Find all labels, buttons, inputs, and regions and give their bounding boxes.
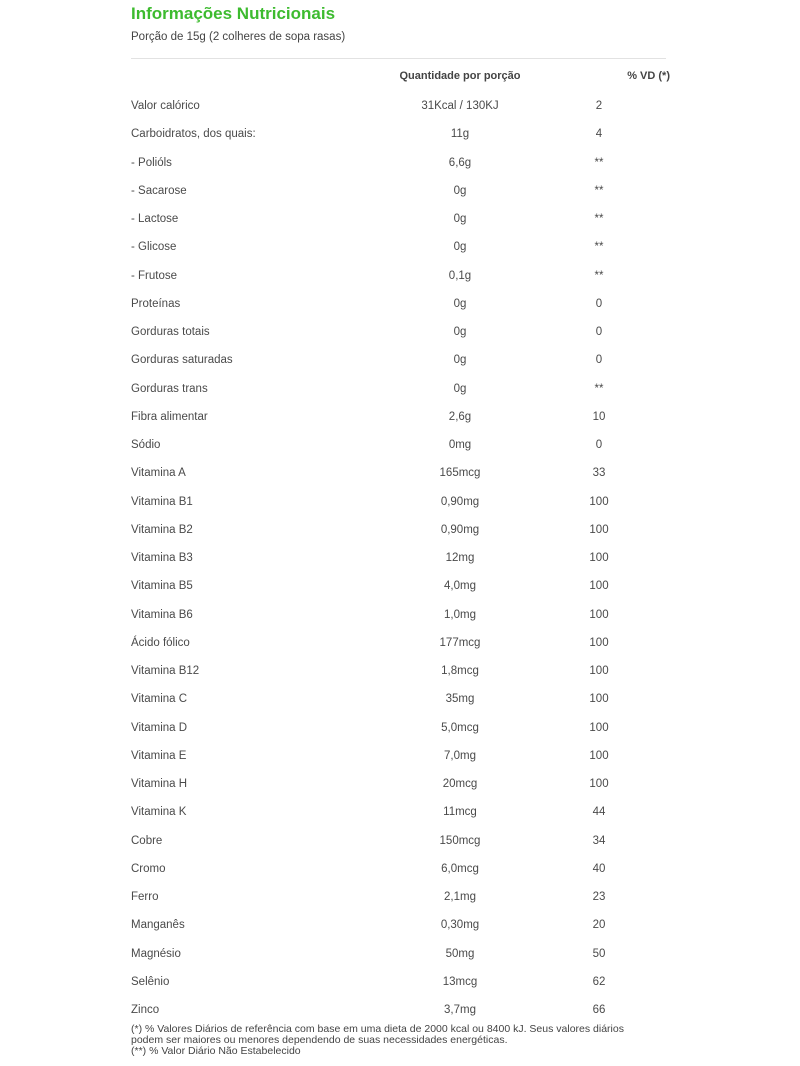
nutrient-quantity: 31Kcal / 130KJ — [421, 100, 499, 112]
table-row — [0, 685, 800, 713]
table-row — [0, 855, 800, 883]
nutrient-vd: 20 — [592, 919, 606, 932]
table-row — [0, 403, 800, 431]
nutrient-quantity: 0g — [453, 213, 467, 225]
nutrient-vd: 100 — [589, 721, 609, 734]
table-row — [0, 911, 800, 939]
table-row — [0, 883, 800, 911]
nutrient-quantity: 1,8mcg — [441, 665, 479, 677]
footnotes — [131, 1024, 671, 1057]
nutrient-vd: 23 — [592, 891, 606, 903]
nutrient-quantity: 177mcg — [439, 636, 481, 649]
nutrient-name: Vitamina E — [131, 749, 187, 762]
nutrient-vd: 100 — [589, 580, 609, 593]
nutrient-name: Vitamina B5 — [131, 580, 193, 593]
table-row — [0, 770, 800, 798]
nutrient-vd: 4 — [595, 128, 603, 141]
table-row — [0, 996, 800, 1024]
table-row — [0, 516, 800, 544]
nutrient-name: Fibra alimentar — [131, 410, 208, 423]
nutrient-vd: 2 — [595, 100, 603, 112]
nutrient-quantity: 50mg — [445, 947, 475, 960]
nutrient-vd: 33 — [592, 467, 606, 480]
nutrient-quantity: 3,7mg — [444, 1004, 476, 1016]
nutrient-quantity: 0,30mg — [440, 919, 480, 932]
nutrient-vd: 0 — [595, 439, 603, 451]
nutrient-name: Ferro — [131, 891, 159, 903]
table-row — [0, 940, 800, 968]
nutrient-vd: 10 — [592, 410, 606, 423]
nutrient-quantity: 0mg — [448, 439, 472, 451]
table-row — [0, 544, 800, 572]
table-row — [0, 629, 800, 657]
table-row — [0, 601, 800, 629]
nutrient-quantity: 0,1g — [448, 269, 472, 282]
table-row — [0, 827, 800, 855]
nutrient-vd: ** — [594, 156, 604, 169]
nutrient-name: Vitamina B3 — [131, 552, 193, 564]
nutrient-vd: 62 — [592, 975, 606, 988]
nutrient-name: - Lactose — [131, 213, 179, 225]
column-header-quantity: Quantidade por porção — [399, 70, 521, 82]
nutrient-name: Magnésio — [131, 947, 181, 960]
nutrition-table — [0, 92, 800, 1024]
nutrient-vd: ** — [594, 184, 604, 197]
nutrient-quantity: 0g — [453, 241, 467, 254]
nutrient-quantity: 11g — [450, 128, 470, 141]
nutrient-name: Vitamina D — [131, 721, 188, 734]
nutrient-quantity: 7,0mg — [444, 749, 476, 762]
page-title: Informações Nutricionais — [131, 4, 336, 23]
table-row — [0, 318, 800, 346]
nutrient-quantity: 0,90mg — [440, 523, 480, 536]
nutrient-vd: 100 — [589, 665, 609, 677]
table-row — [0, 290, 800, 318]
nutrient-vd: 34 — [592, 834, 606, 847]
nutrient-quantity: 6,6g — [448, 156, 472, 169]
nutrient-vd: 0 — [595, 297, 603, 310]
nutrient-quantity: 4,0mg — [444, 580, 476, 593]
nutrient-name: Proteínas — [131, 297, 181, 310]
nutrient-quantity: 0g — [453, 326, 467, 338]
table-row — [0, 459, 800, 487]
nutrient-vd: 100 — [589, 608, 609, 621]
nutrient-vd: 100 — [589, 693, 609, 706]
table-row — [0, 233, 800, 261]
nutrient-vd: 0 — [595, 326, 603, 338]
nutrient-vd: ** — [594, 382, 604, 395]
table-row — [0, 375, 800, 403]
nutrient-vd: 0 — [595, 354, 603, 367]
nutrient-name: - Polióls — [131, 156, 172, 169]
nutrient-vd: ** — [594, 241, 604, 254]
table-row — [0, 488, 800, 516]
nutrient-name: Gorduras saturadas — [131, 354, 233, 367]
portion-size: Porção de 15g (2 colheres de sopa rasas) — [131, 31, 346, 43]
nutrient-name: Valor calórico — [131, 100, 200, 112]
nutrient-vd: 100 — [589, 552, 609, 564]
nutrient-name: Cobre — [131, 834, 163, 847]
table-row — [0, 431, 800, 459]
nutrient-quantity: 1,0mg — [444, 608, 476, 621]
nutrient-quantity: 2,1mg — [444, 891, 476, 903]
footnote-line: (*) % Valores Diários de referência com base em uma dieta de 2000 kcal ou 8400 kJ. Seus valores diários — [131, 1023, 624, 1035]
nutrient-name: - Glicose — [131, 241, 177, 254]
nutrient-quantity: 0,90mg — [440, 495, 480, 508]
table-row — [0, 346, 800, 374]
table-row — [0, 968, 800, 996]
nutrient-name: Zinco — [131, 1004, 160, 1016]
nutrient-name: Gorduras trans — [131, 382, 208, 395]
nutrient-quantity: 0g — [453, 297, 467, 310]
nutrient-quantity: 11mcg — [443, 806, 477, 819]
footnote-line: (**) % Valor Diário Não Estabelecido — [131, 1045, 301, 1057]
nutrient-name: Carboidratos, dos quais: — [131, 128, 256, 141]
nutrient-name: - Sacarose — [131, 184, 187, 197]
table-row — [0, 714, 800, 742]
nutrient-quantity: 35mg — [445, 693, 475, 706]
nutrient-name: Cromo — [131, 862, 166, 875]
nutrient-name: Vitamina B12 — [131, 665, 200, 677]
table-row — [0, 149, 800, 177]
table-row — [0, 92, 800, 120]
header-divider — [131, 58, 666, 59]
nutrient-quantity: 2,6g — [448, 410, 472, 423]
nutrient-vd: 100 — [589, 778, 609, 790]
nutrient-name: Vitamina B1 — [131, 495, 193, 508]
table-row — [0, 205, 800, 233]
nutrient-quantity: 0g — [453, 354, 467, 367]
table-row — [0, 657, 800, 685]
nutrient-vd: 100 — [589, 495, 609, 508]
nutrient-vd: 50 — [592, 947, 606, 960]
nutrient-name: Vitamina B6 — [131, 608, 193, 621]
nutrient-name: Gorduras totais — [131, 326, 210, 338]
table-row — [0, 262, 800, 290]
nutrient-quantity: 0g — [453, 184, 467, 197]
nutrient-vd: ** — [594, 213, 604, 225]
nutrient-name: Selênio — [131, 975, 170, 988]
nutrient-vd: 100 — [589, 523, 609, 536]
nutrient-vd: 66 — [592, 1004, 606, 1016]
nutrient-name: Vitamina A — [131, 467, 186, 480]
nutrient-name: Vitamina B2 — [131, 523, 193, 536]
table-row — [0, 572, 800, 600]
nutrient-quantity: 20mcg — [442, 778, 478, 790]
nutrient-quantity: 6,0mcg — [441, 862, 479, 875]
nutrient-quantity: 5,0mcg — [441, 721, 479, 734]
column-header-vd: % VD (*) — [627, 70, 670, 82]
nutrient-quantity: 0g — [453, 382, 467, 395]
nutrient-name: Vitamina K — [131, 806, 187, 819]
table-row — [0, 798, 800, 826]
nutrient-name: Vitamina H — [131, 778, 188, 790]
nutrient-quantity: 13mcg — [442, 975, 478, 988]
nutrient-quantity: 165mcg — [439, 467, 481, 480]
footnote-line: podem ser maiores ou menores dependendo de suas necessidades energéticas. — [131, 1034, 508, 1046]
nutrient-vd: 44 — [592, 806, 606, 819]
nutrient-quantity: 150mcg — [439, 834, 481, 847]
table-row — [0, 120, 800, 148]
table-row — [0, 742, 800, 770]
nutrient-vd: 100 — [589, 749, 609, 762]
nutrient-name: - Frutose — [131, 269, 178, 282]
nutrient-vd: 40 — [592, 862, 606, 875]
nutrient-vd: ** — [594, 269, 604, 282]
table-row — [0, 177, 800, 205]
nutrient-name: Sódio — [131, 439, 161, 451]
nutrient-vd: 100 — [589, 636, 609, 649]
nutrient-name: Vitamina C — [131, 693, 188, 706]
nutrient-name: Ácido fólico — [131, 636, 190, 649]
nutrient-name: Manganês — [131, 919, 185, 932]
nutrient-quantity: 12mg — [445, 552, 475, 564]
